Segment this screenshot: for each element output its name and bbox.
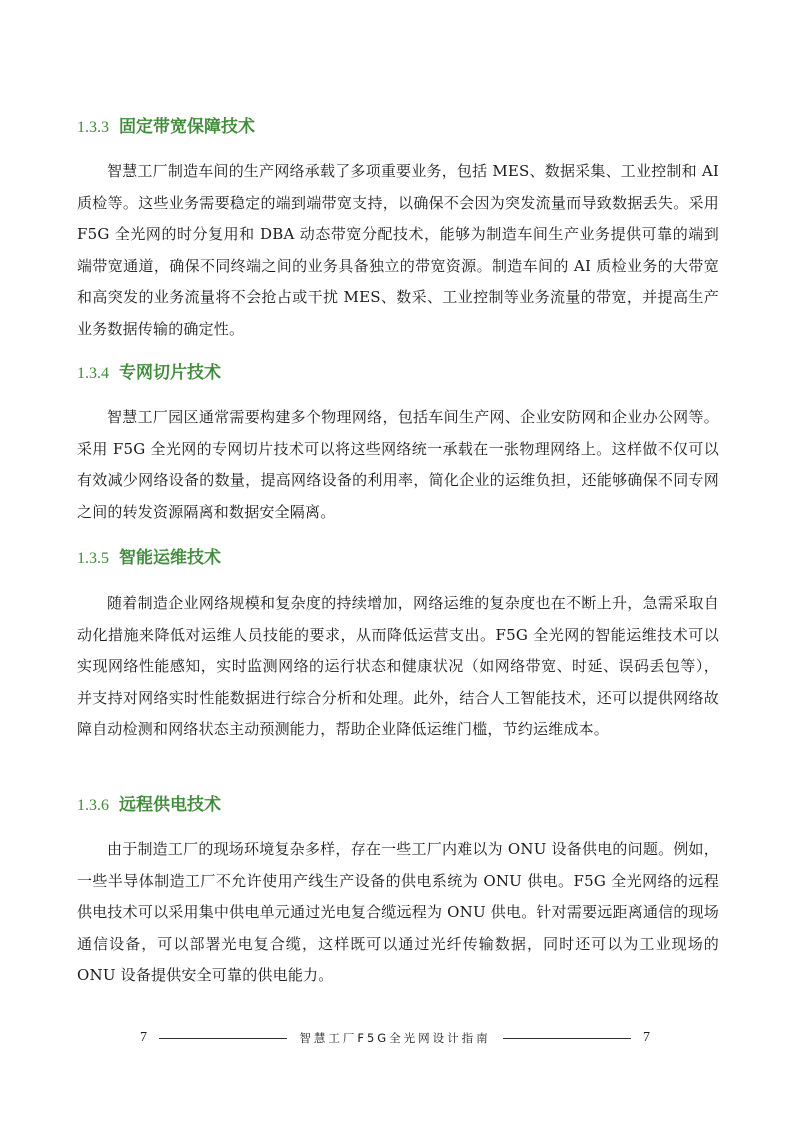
section-heading-1-3-4 xyxy=(77,361,221,386)
section-paragraph: 由于制造工厂的现场环境复杂多样，存在一些工厂内难以为 ONU 设备供电的问题。例如，一些半导体制造工厂不允许使用产线生产设备的供电系统为 ONU 供电。F5G 全光网络的远程供电技术可以采用集中供电单元通过光电复合缆远程为 ONU 供电。针对需要远距离通信的现场通信设备，可以部署光电复合缆，这样既可以通过光纤传输数据，同时还可以为工业现场的 ONU 设备提供安全可靠的供电能力。 xyxy=(77,840,719,984)
section-number: 1.3.5 xyxy=(77,550,109,567)
section-title: 智能运维技术 xyxy=(119,548,221,568)
section-number: 1.3.6 xyxy=(77,797,109,814)
footer-rule-right xyxy=(503,1038,631,1039)
section-paragraph: 智慧工厂园区通常需要构建多个物理网络，包括车间生产网、企业安防网和企业办公网等。采用 F5G 全光网的专网切片技术可以将这些网络统一承载在一张物理网络上。这样做不仅可以有效减少网络设备的数量，提高网络设备的利用率，简化企业的运维负担，还能够确保不同专网之间的转发资源隔离和数据安全隔离。 xyxy=(77,408,719,521)
page-number-right: 7 xyxy=(643,1030,650,1045)
page-number-left: 7 xyxy=(140,1030,147,1045)
section-paragraph: 智慧工厂制造车间的生产网络承载了多项重要业务，包括 MES、数据采集、工业控制和 AI 质检等。这些业务需要稳定的端到端带宽支持，以确保不会因为突发流量而导致数据丢失。采用 F5G 全光网的时分复用和 DBA 动态带宽分配技术，能够为制造车间生产业务提供可靠的端到端带宽通道，确保不同终端之间的业务具备独立的带宽资源。制造车间的 AI 质检业务的大带宽和高突发的业务流量将不会抢占或干扰 MES、数采、工业控制等业务流量的带宽，并提高生产业务数据传输的确定性。 xyxy=(77,162,719,338)
section-title: 专网切片技术 xyxy=(119,363,221,383)
footer-title: 智慧工厂F5G全光网设计指南 xyxy=(299,1031,491,1045)
section-title: 固定带宽保障技术 xyxy=(119,117,255,137)
section-title: 远程供电技术 xyxy=(119,795,221,815)
section-paragraph: 随着制造企业网络规模和复杂度的持续增加，网络运维的复杂度也在不断上升，急需采取自动化措施来降低对运维人员技能的要求，从而降低运营支出。F5G 全光网的智能运维技术可以实现网络性能感知，实时监测网络的运行状态和健康状况（如网络带宽、时延、误码丢包等），并支持对网络实时性能数据进行综合分析和处理。此外，结合人工智能技术，还可以提供网络故障自动检测和网络状态主动预测能力，帮助企业降低运维门槛，节约运维成本。 xyxy=(77,594,719,738)
section-number: 1.3.3 xyxy=(77,119,109,136)
section-number: 1.3.4 xyxy=(77,365,109,382)
page-footer xyxy=(140,1026,650,1050)
section-heading-1-3-5 xyxy=(77,546,221,571)
footer-rule-left xyxy=(159,1038,287,1039)
section-heading-1-3-6 xyxy=(77,793,221,818)
section-heading-1-3-3 xyxy=(77,115,255,140)
